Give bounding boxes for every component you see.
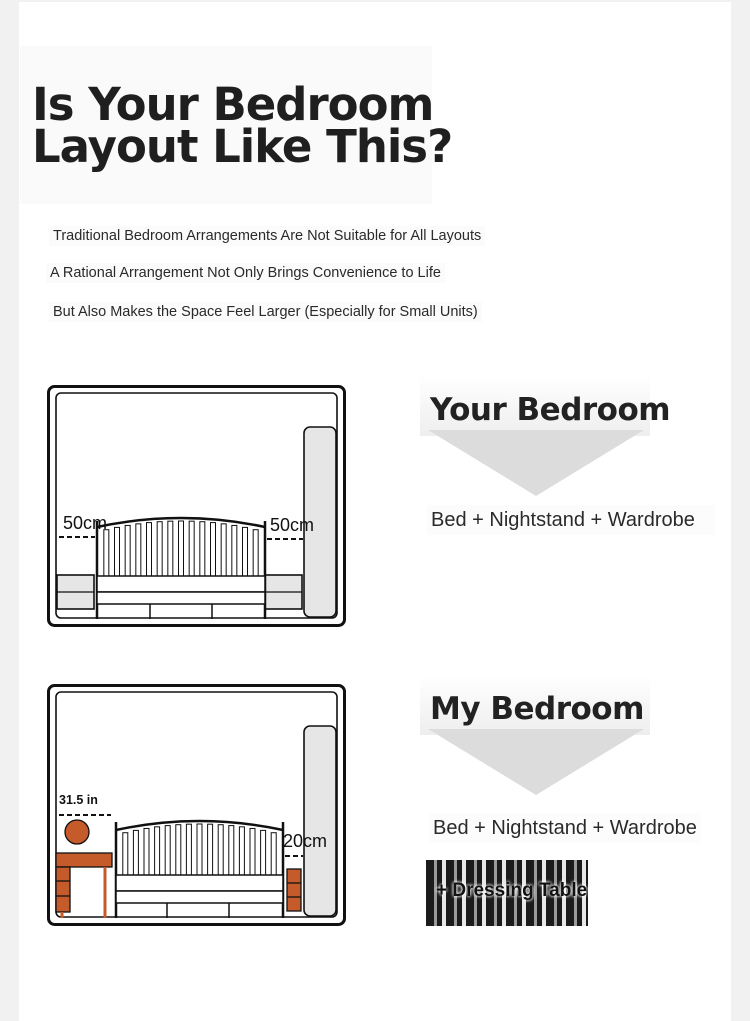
my-bedroom-description: Bed + Nightstand + Wardrobe [429, 813, 701, 843]
headboard-slat [232, 525, 237, 576]
headboard-slat [115, 527, 120, 576]
my-bedroom-illustration [47, 684, 347, 927]
title-line-2: Layout Like This? [32, 120, 453, 173]
subtitle-2: A Rational Arrangement Not Only Brings Convenience to Life [46, 263, 445, 283]
left-gap-label: 50cm [63, 513, 108, 533]
my-bedroom-heading: My Bedroom [430, 691, 644, 727]
headboard-slat [147, 523, 152, 576]
down-arrow-icon [428, 430, 644, 496]
nightstand [287, 869, 301, 911]
headboard-slat [253, 530, 258, 576]
headboard-slat [179, 521, 184, 576]
headboard-slat [133, 830, 138, 875]
headboard-slat [229, 826, 234, 875]
your-bedroom-heading-block [420, 376, 671, 496]
headboard-slat [155, 827, 160, 875]
wardrobe [304, 726, 336, 916]
title-line-1: Is Your Bedroom [32, 78, 434, 131]
your-bedroom-description: Bed + Nightstand + Wardrobe [427, 505, 715, 535]
headboard-slat [168, 521, 173, 576]
headboard-slat [200, 522, 205, 576]
headboard-slat [243, 527, 248, 576]
headboard-slat [104, 530, 109, 576]
headboard-slat [176, 825, 181, 875]
right-gap-label: 20cm [283, 831, 328, 851]
my-bedroom-heading-block [420, 675, 650, 795]
headboard-slat [197, 824, 202, 875]
headboard-slat [144, 828, 149, 875]
headboard-slat [189, 521, 194, 576]
page-title [32, 78, 453, 173]
nightstand-right [265, 575, 302, 609]
headboard-slat [211, 523, 216, 576]
headboard-slat [125, 525, 130, 576]
your-bedroom-heading: Your Bedroom [430, 392, 671, 428]
right-gap-label: 50cm [270, 515, 315, 535]
headboard-slat [261, 830, 266, 875]
headboard-slat [123, 833, 128, 875]
headboard-slat [136, 524, 141, 576]
dressing-table-badge [426, 860, 588, 926]
your-bedroom-illustration [47, 385, 347, 628]
nightstand-left [57, 575, 94, 609]
left-gap-label: 31.5 in [59, 793, 98, 807]
headboard-slat [186, 824, 191, 875]
headboard-slat [271, 833, 276, 875]
headboard-slat [208, 824, 213, 875]
headboard-slat [165, 826, 170, 875]
headboard-slat [157, 522, 162, 576]
headboard-slat [250, 828, 255, 875]
subtitle-1: Traditional Bedroom Arrangements Are Not Suitable for All Layouts [49, 226, 485, 246]
headboard-slat [218, 825, 223, 875]
subtitle-3: But Also Makes the Space Feel Larger (Especially for Small Units) [49, 302, 482, 322]
headboard-slat [239, 827, 244, 875]
headboard-slat [221, 524, 226, 576]
down-arrow-icon [428, 729, 644, 795]
dressing-table-label: + Dressing Table [436, 880, 588, 901]
